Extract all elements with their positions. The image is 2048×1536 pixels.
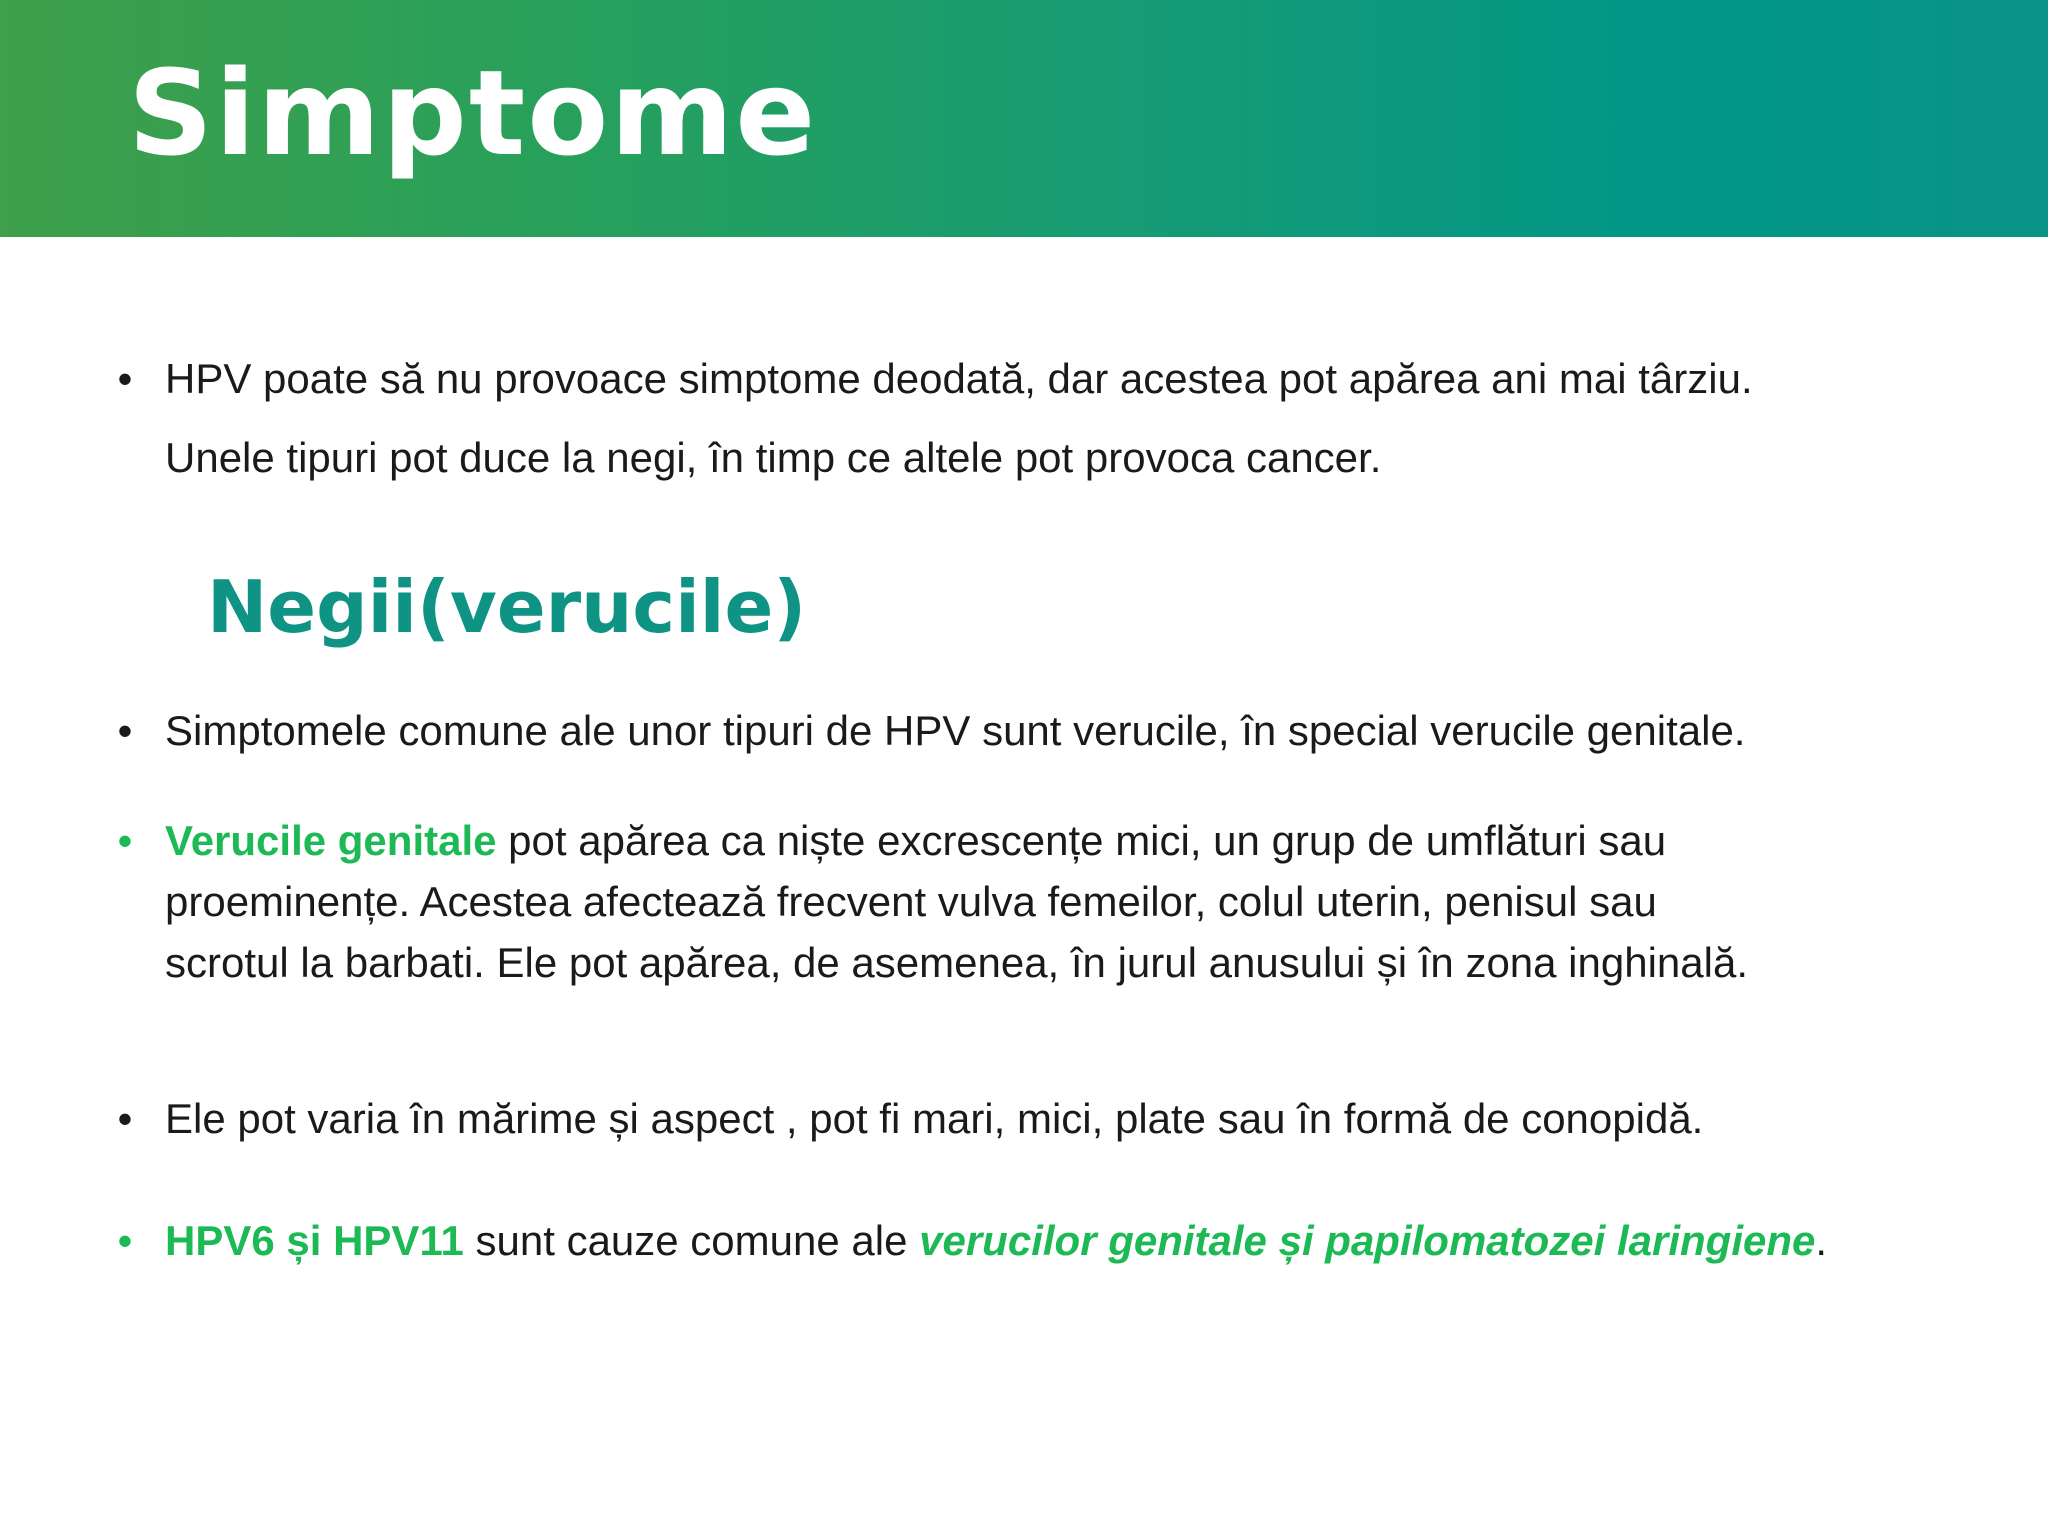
- highlight-italic-term: verucilor genitale și papilomatozei laringiene: [919, 1217, 1816, 1264]
- bullet-line: [165, 810, 2005, 871]
- title-banner: [0, 0, 2048, 237]
- bullet-text-end: .: [1815, 1217, 1828, 1264]
- bullet-text: Ele pot varia în mărime și aspect , pot fi mari, mici, plate sau în formă de conopidă.: [165, 1095, 1704, 1142]
- bullet-dot: •: [117, 707, 133, 754]
- bullet-line: scrotul la barbati. Ele pot apărea, de asemenea, în jurul anusului și în zona inghinală.: [165, 939, 1748, 986]
- bullet-text: [165, 1210, 2005, 1271]
- bullet-line: proeminențe. Acestea afectează frecvent vulva femeilor, colul uterin, penisul sau: [165, 878, 1657, 925]
- highlight-term: HPV6 și HPV11: [165, 1217, 464, 1264]
- bullet-line: HPV poate să nu provoace simptome deodată, dar acestea pot apărea ani mai târziu.: [165, 355, 1753, 402]
- highlight-term: Verucile genitale: [165, 817, 497, 864]
- section-heading: Negii(verucile): [207, 565, 807, 649]
- bullet-dot: •: [117, 355, 133, 402]
- bullet-text: Simptomele comune ale unor tipuri de HPV sunt verucile, în special verucile genitale.: [165, 707, 1746, 754]
- bullet-line: Unele tipuri pot duce la negi, în timp ce altele pot provoca cancer.: [165, 434, 1382, 481]
- bullet-text: [165, 348, 2005, 488]
- bullet-line-rest: pot apărea ca niște excrescențe mici, un grup de umflături sau: [496, 817, 1667, 864]
- bullet-dot: •: [117, 1217, 133, 1264]
- bullet-dot: •: [117, 1095, 133, 1142]
- slide-title: Simptome: [128, 44, 818, 182]
- bullet-text: [165, 810, 2005, 993]
- bullet-dot: •: [117, 817, 133, 864]
- bullet-text-middle: sunt cauze comune ale: [463, 1217, 920, 1264]
